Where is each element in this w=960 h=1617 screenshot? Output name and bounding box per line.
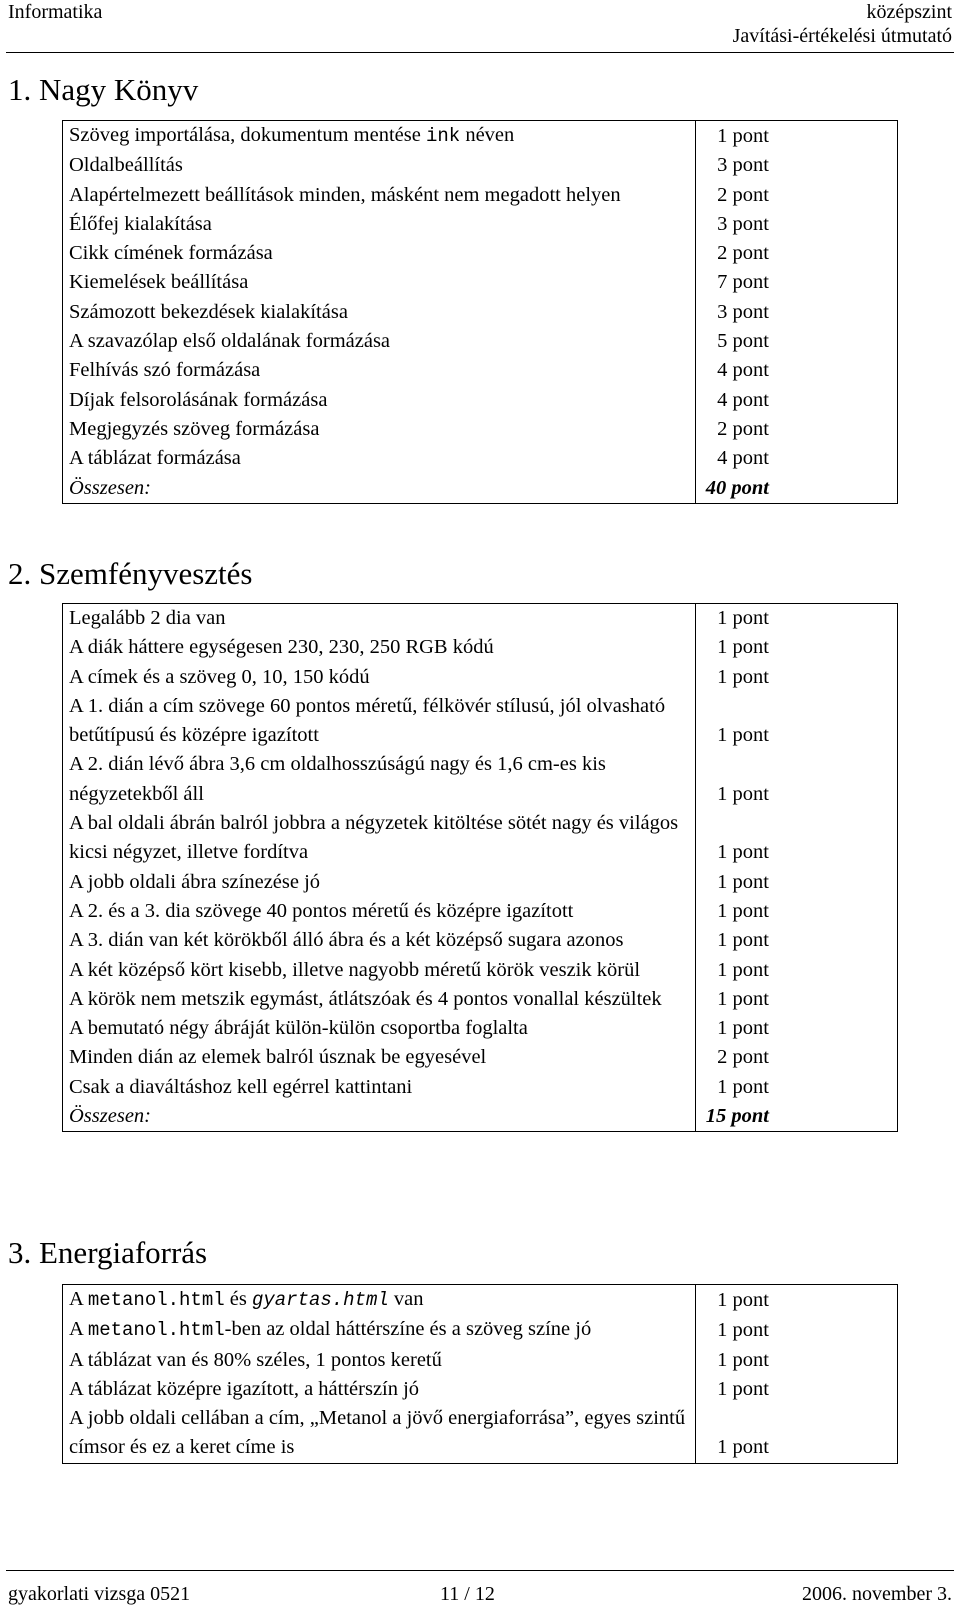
criterion-points: 4 pont — [717, 359, 769, 382]
criterion-text: A jobb oldali cellában a cím, „Metanol a jövő energiaforrása”, egyes szintű címsor és ez a keret címe is — [63, 1404, 696, 1463]
criterion-points: 5 pont — [717, 330, 769, 353]
criterion-points: 1 pont — [717, 1319, 769, 1342]
criterion-text: Felhívás szó formázása — [63, 356, 696, 385]
criterion-text: A táblázat formázása — [63, 444, 696, 473]
total-points: 15 pont — [705, 1105, 769, 1128]
table-row — [63, 1014, 898, 1043]
table-row — [63, 386, 898, 415]
table-row — [63, 1285, 898, 1316]
table-row — [63, 1346, 898, 1375]
table-row — [63, 1073, 898, 1102]
criterion-text: Kiemelések beállítása — [63, 268, 696, 297]
table-row — [63, 1043, 898, 1072]
criterion-text: A táblázat középre igazított, a háttérszín jó — [63, 1375, 696, 1404]
criterion-text: Csak a diaváltáshoz kell egérrel kattintani — [63, 1073, 696, 1102]
section-title-energiaforras: 3. Energiaforrás — [8, 1235, 208, 1270]
criterion-text: A két középső kört kisebb, illetve nagyobb méretű körök veszik körül — [63, 956, 696, 985]
criterion-text: Legalább 2 dia van — [63, 604, 696, 634]
table-row — [63, 985, 898, 1014]
criterion-text: Díjak felsorolásának formázása — [63, 386, 696, 415]
criterion-points: 1 pont — [717, 1289, 769, 1311]
criterion-text: Cikk címének formázása — [63, 239, 696, 268]
filename-code: ink — [425, 125, 461, 147]
criterion-text: Szöveg importálása, dokumentum mentése ink néven — [63, 121, 696, 152]
criterion-points: 1 pont — [717, 870, 769, 893]
total-points: 40 pont — [705, 476, 769, 499]
filename-code: metanol.html — [87, 1319, 225, 1342]
criterion-text: A diák háttere egységesen 230, 230, 250 RGB kódú — [63, 633, 696, 662]
header-rule — [6, 52, 954, 53]
filename-code: metanol.html — [87, 1289, 225, 1311]
criterion-points: 1 pont — [717, 636, 769, 659]
criterion-points: 1 pont — [717, 929, 769, 952]
table-row — [63, 151, 898, 180]
criterion-text: A 1. dián a cím szövege 60 pontos méretű, félkövér stílusú, jól olvasható betűtípusú és középre igazított — [63, 692, 696, 751]
header-doc-type: Javítási-értékelési útmutató — [732, 25, 952, 47]
header-info — [733, 0, 952, 48]
criterion-text: A 2. és a 3. dia szövege 40 pontos méretű és középre igazított — [63, 897, 696, 926]
table-row — [63, 298, 898, 327]
header-subject: Informatika — [8, 1, 103, 23]
total-label: Összesen: — [63, 1102, 696, 1132]
score-table-szemfenyvesztes — [62, 603, 898, 1132]
table-row — [63, 121, 898, 152]
criterion-text: Élőfej kialakítása — [63, 210, 696, 239]
criterion-text: A jobb oldali ábra színezése jó — [63, 868, 696, 897]
criterion-text: A bemutató négy ábráját külön-külön csoportba foglalta — [63, 1014, 696, 1043]
criterion-text: Oldalbeállítás — [63, 151, 696, 180]
criterion-points: 1 pont — [717, 125, 769, 147]
criterion-text: A táblázat van és 80% széles, 1 pontos keretű — [63, 1346, 696, 1375]
criterion-points: 1 pont — [717, 724, 769, 747]
table-row — [63, 956, 898, 985]
criterion-points: 1 pont — [717, 987, 769, 1010]
criterion-points: 1 pont — [717, 782, 769, 805]
table-row — [63, 1404, 898, 1463]
table-row — [63, 268, 898, 297]
criterion-points: 1 pont — [717, 1436, 769, 1459]
criterion-text: Megjegyzés szöveg formázása — [63, 415, 696, 444]
criterion-points: 1 pont — [717, 841, 769, 864]
table-row — [63, 663, 898, 692]
total-label: Összesen: — [63, 474, 696, 504]
criterion-text: Minden dián az elemek balról úsznak be egyesével — [63, 1043, 696, 1072]
table-row — [63, 809, 898, 868]
criterion-points: 2 pont — [717, 242, 769, 265]
criterion-points: 3 pont — [717, 212, 769, 235]
criterion-points: 1 pont — [717, 899, 769, 922]
criterion-points: 3 pont — [717, 300, 769, 323]
criterion-text: Alapértelmezett beállítások minden, másként nem megadott helyen — [63, 181, 696, 210]
criterion-points: 3 pont — [717, 154, 769, 177]
footer-rule — [6, 1570, 954, 1571]
footer-date: 2006. november 3. — [802, 1583, 952, 1605]
footer-page-number: 11 / 12 — [440, 1583, 495, 1605]
criterion-points: 1 pont — [717, 1348, 769, 1371]
table-row — [63, 926, 898, 955]
total-row — [63, 474, 898, 504]
criterion-points: 7 pont — [717, 271, 769, 294]
criterion-text: A bal oldali ábrán balról jobbra a négyzetek kitöltése sötét nagy és világos kicsi négyzet, illetve fordítva — [63, 809, 696, 868]
table-row — [63, 444, 898, 473]
criterion-points: 2 pont — [717, 417, 769, 440]
criterion-text: A szavazólap első oldalának formázása — [63, 327, 696, 356]
table-row — [63, 750, 898, 809]
table-row — [63, 239, 898, 268]
table-row — [63, 604, 898, 634]
footer-exam: gyakorlati vizsga 0521 — [8, 1583, 191, 1605]
criterion-points: 4 pont — [717, 447, 769, 470]
table-row — [63, 897, 898, 926]
criterion-text: Számozott bekezdések kialakítása — [63, 298, 696, 327]
criterion-points: 1 pont — [717, 1017, 769, 1040]
criterion-text: A metanol.html és gyartas.html van — [63, 1285, 696, 1316]
criterion-text: A körök nem metszik egymást, átlátszóak és 4 pontos vonallal készültek — [63, 985, 696, 1014]
header-level: középszint — [866, 1, 952, 23]
criterion-points: 4 pont — [717, 388, 769, 411]
table-row — [63, 1315, 898, 1345]
filename-code: gyartas.html — [251, 1289, 389, 1311]
criterion-points: 1 pont — [717, 958, 769, 981]
section-title-szemfenyvesztes: 2. Szemfényvesztés — [8, 556, 253, 591]
criterion-points: 1 pont — [717, 665, 769, 688]
criterion-points: 1 pont — [717, 607, 769, 629]
table-row — [63, 327, 898, 356]
criterion-text: A 3. dián van két körökből álló ábra és a két középső sugara azonos — [63, 926, 696, 955]
table-row — [63, 1375, 898, 1404]
table-row — [63, 415, 898, 444]
table-row — [63, 692, 898, 751]
score-table-energiaforras — [62, 1284, 898, 1464]
criterion-text: A címek és a szöveg 0, 10, 150 kódú — [63, 663, 696, 692]
table-row — [63, 210, 898, 239]
score-table-nagy-konyv — [62, 120, 898, 504]
criterion-text: A metanol.html-ben az oldal háttérszíne és a szöveg színe jó — [63, 1315, 696, 1345]
table-row — [63, 181, 898, 210]
table-row — [63, 868, 898, 897]
criterion-points: 1 pont — [717, 1377, 769, 1400]
criterion-text: A 2. dián lévő ábra 3,6 cm oldalhosszúságú nagy és 1,6 cm-es kis négyzetekből áll — [63, 750, 696, 809]
criterion-points: 1 pont — [717, 1075, 769, 1098]
table-row — [63, 633, 898, 662]
section-title-nagy-konyv: 1. Nagy Könyv — [8, 72, 199, 107]
total-row — [63, 1102, 898, 1132]
criterion-points: 2 pont — [717, 1046, 769, 1069]
table-row — [63, 356, 898, 385]
criterion-points: 2 pont — [717, 183, 769, 206]
